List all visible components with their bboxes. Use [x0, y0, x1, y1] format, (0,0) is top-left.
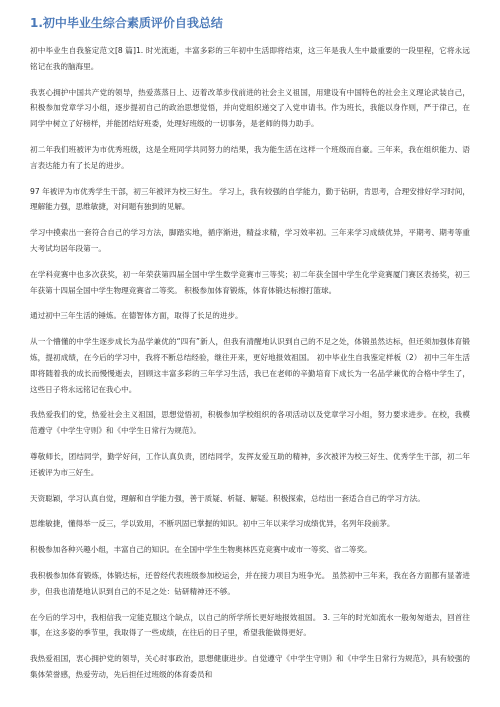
paragraph-10: 尊敬师长，团结同学，勤学好问，工作认真负责，团结同学，发挥友爱互助的精神，多次被评为校三好生、优秀学生干部，初二年还被评为市三好生。: [30, 451, 470, 477]
paragraph-7: 通过初中三年生活的锤炼。在德智体方面，取得了长足的进步。: [30, 311, 243, 321]
document-body: [30, 43, 470, 693]
paragraph-6: 在学科竞赛中也多次获奖，初一年荣获第四届全国中学生数学竞赛市三等奖；初二年获全国中学生化学竞赛厦门赛区表扬奖，初三年获第十四届全国中学生物理竞赛省二等奖。 积极参加体育锻炼，体育体锻达标擦打篮球。: [30, 269, 470, 295]
paragraph-3: 初二年我们班被评为市优秀班级，这是全班同学共同努力的结果，我为能生活在这样一个班级而自豪。三年来，我在组织能力、语言表达能力有了长足的进步。: [30, 144, 470, 170]
paragraph-1: 初中毕业生自我鉴定范文[8 篇]1. 时光流逝，丰富多彩的三年初中生活即将结束，这三年是我人生中最重要的一段里程，它将永远铭记在我的脑海里。: [30, 46, 470, 71]
paragraph-14: 我积极参加体育锻炼，体锻达标，还曾经代表班级参加校运会，并在接力项目为班争光。 虽然初中三年来，我在各方面都有显著进步，但我也清楚地认识到自己的不足之处：钻研精神还不够。: [30, 570, 470, 596]
paragraph-8: 从一个懵懂的中学生逐步成长为品学兼优的“四有”新人，但我有清醒地认识到自己的不足之处，体锻虽然达标，但还须加强体育锻炼，提初成绩，在今后的学习中，我将不断总结经验，继往开来，更好地报效祖国。 初中毕业生自我鉴定样板（2） 初中三年生活即将随着我的成长而慢慢逝去，回顾这丰富多彩的三年学习生活，我已在老师的辛勤培育下成长为一名品学兼优的合格中学生了，这些日子将永远铭记在我心中。: [30, 337, 470, 394]
paragraph-2: 我衷心拥护中国共产党的领导，热爱蒸蒸日上、迈着改革步伐前进的社会主义祖国，用建设有中国特色的社会主义理论武装自己，积极参加党章学习小组，逐步提初自己的政治思想觉悟，并向党组织递交了入党申请书。作为班长，我能以身作则，严于律己，在同学中树立了好榜样，并能团结好班委，处理好班级的一切事务，是老师的得力助手。: [30, 87, 470, 129]
document-title: 1.初中毕业生综合素质评价自我总结: [30, 16, 223, 30]
paragraph-12: 思维敏捷，懂得举一反三，学以致用，不断巩固已掌握的知识。初中三年以来学习成绩优异，名列年段前茅。: [30, 519, 395, 529]
paragraph-13: 积极参加各种兴趣小组，丰富自己的知识。在全国中学生生物奥林匹克竞赛中或市一等奖、省二等奖。: [30, 545, 372, 555]
paragraph-4: 97 年被评为市优秀学生干部，初三年被评为校三好生。 学习上，我有较强的自学能力，勤于钻研，肯思考，合理安排好学习时间，理解能力强，思维敏捷，对问题有独到的见解。: [30, 186, 470, 212]
paragraph-15: 在今后的学习中，我相信我一定能克服这个缺点，以自己的所学所长更好地报效祖国。 3. 三年的时光如流水一般匆匆逝去，回首往事，在这多姿的季节里，我取得了一些成绩，在往后的日子里，希望我能做得更好。: [30, 612, 470, 638]
paragraph-5: 学习中摸索出一套符合自己的学习方法，脚踏实地，循序渐进，精益求精，学习效率初。三年来学习成绩优异，平期考、期考等重大考试均居年段第一。: [30, 228, 470, 253]
paragraph-11: 天资聪颖，学习认真自觉，理解和自学能力强，善于质疑、析疑、解疑。积极探索，总结出一套适合自己的学习方法。: [30, 493, 425, 503]
paragraph-16: 我热爱祖国，衷心拥护党的领导，关心时事政治，思想健康进步。自觉遵守《中学生守则》和《中学生日常行为规范》，具有较强的集体荣誉感，热爱劳动，先后担任过班级的体育委员和: [30, 654, 470, 679]
paragraph-9: 我热爱我们的党，热爱社会主义祖国，思想觉悟初，积极参加学校组织的各项活动以及党章学习小组，努力要求进步。在校，我模范遵守《中学生守则》和《中学生日常行为规范》。: [30, 410, 470, 436]
